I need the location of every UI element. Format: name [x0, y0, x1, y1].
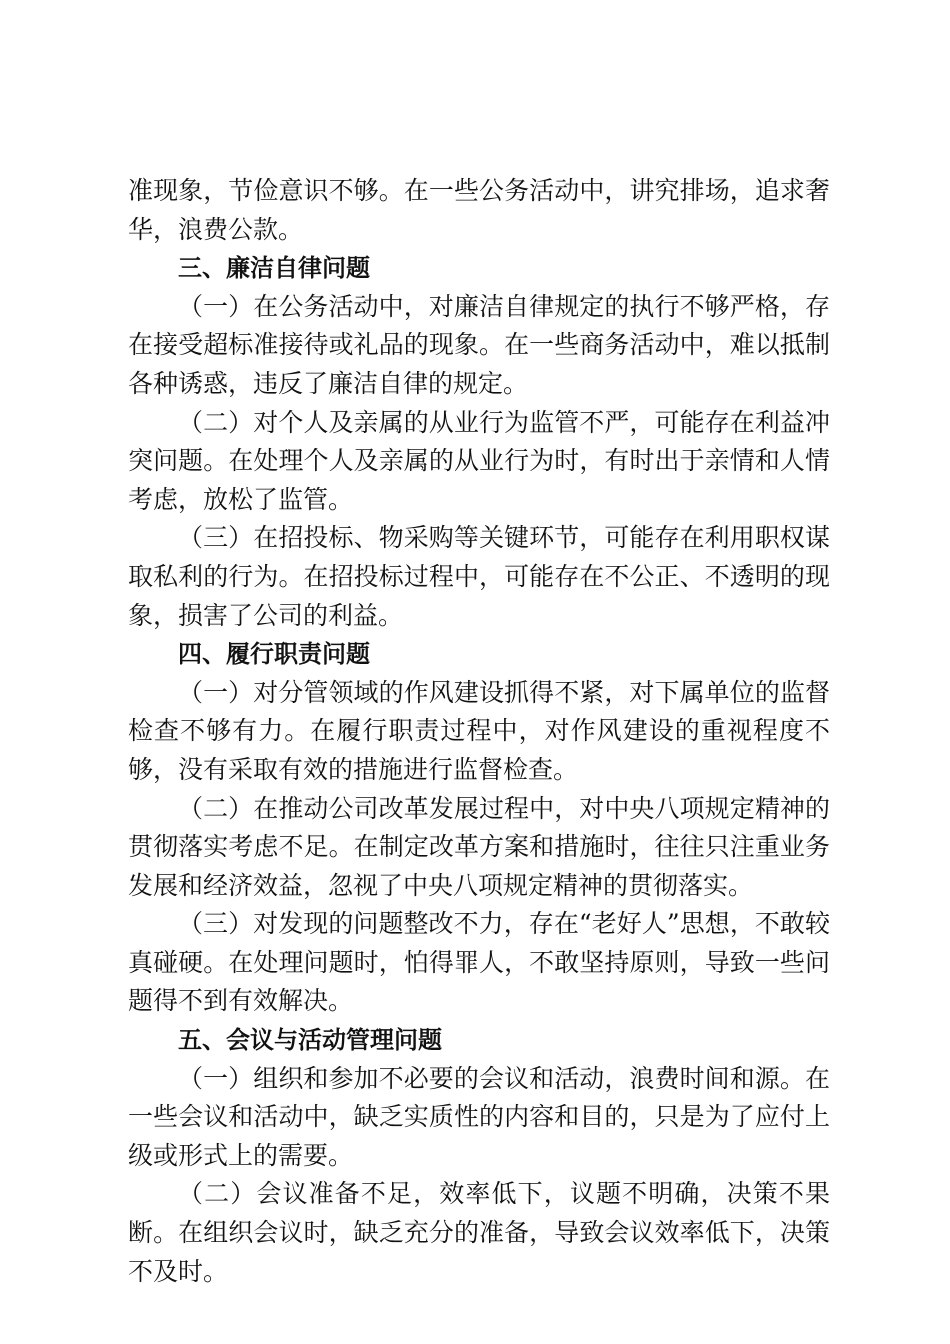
section-heading-5: 五、会议与活动管理问题: [178, 1026, 442, 1055]
paragraph: （三）对发现的问题整改不力，存在“老好人”思想，不敢较真碰硬。在处理问题时，怕得罪人，不敢坚持原则，导致一些问题得不到有效解决。: [128, 909, 830, 1016]
paragraph: （三）在招投标、物采购等关键环节，可能存在利用职权谋取私利的行为。在招投标过程中，可能存在不公正、不透明的现象，损害了公司的利益。: [128, 523, 830, 630]
section-heading-4: 四、履行职责问题: [178, 640, 370, 669]
paragraph: （一）组织和参加不必要的会议和活动，浪费时间和源。在一些会议和活动中，缺乏实质性的内容和目的，只是为了应付上级或形式上的需要。: [128, 1063, 830, 1170]
paragraph-continued: 准现象，节俭意识不够。在一些公务活动中，讲究排场，追求奢华，浪费公款。: [128, 176, 830, 244]
paragraph: （一）对分管领域的作风建设抓得不紧，对下属单位的监督检查不够有力。在履行职责过程中，对作风建设的重视程度不够，没有采取有效的措施进行监督检查。: [128, 677, 830, 784]
paragraph: （一）在公务活动中，对廉洁自律规定的执行不够严格，存在接受超标准接待或礼品的现象。在一些商务活动中，难以抵制各种诱惑，违反了廉洁自律的规定。: [128, 291, 830, 398]
paragraph: （二）会议准备不足，效率低下，议题不明确，决策不果断。在组织会议时，缺乏充分的准备，导致会议效率低下，决策不及时。: [128, 1179, 830, 1286]
paragraph: （二）在推动公司改革发展过程中，对中央八项规定精神的贯彻落实考虑不足。在制定改革方案和措施时，往往只注重业务发展和经济效益，忽视了中央八项规定精神的贯彻落实。: [128, 793, 830, 900]
document-body: [128, 172, 830, 1291]
paragraph: （二）对个人及亲属的从业行为监管不严，可能存在利益冲突问题。在处理个人及亲属的从业行为时，有时出于亲情和人情考虑，放松了监管。: [128, 407, 830, 514]
section-heading-3: 三、廉洁自律问题: [178, 254, 370, 283]
